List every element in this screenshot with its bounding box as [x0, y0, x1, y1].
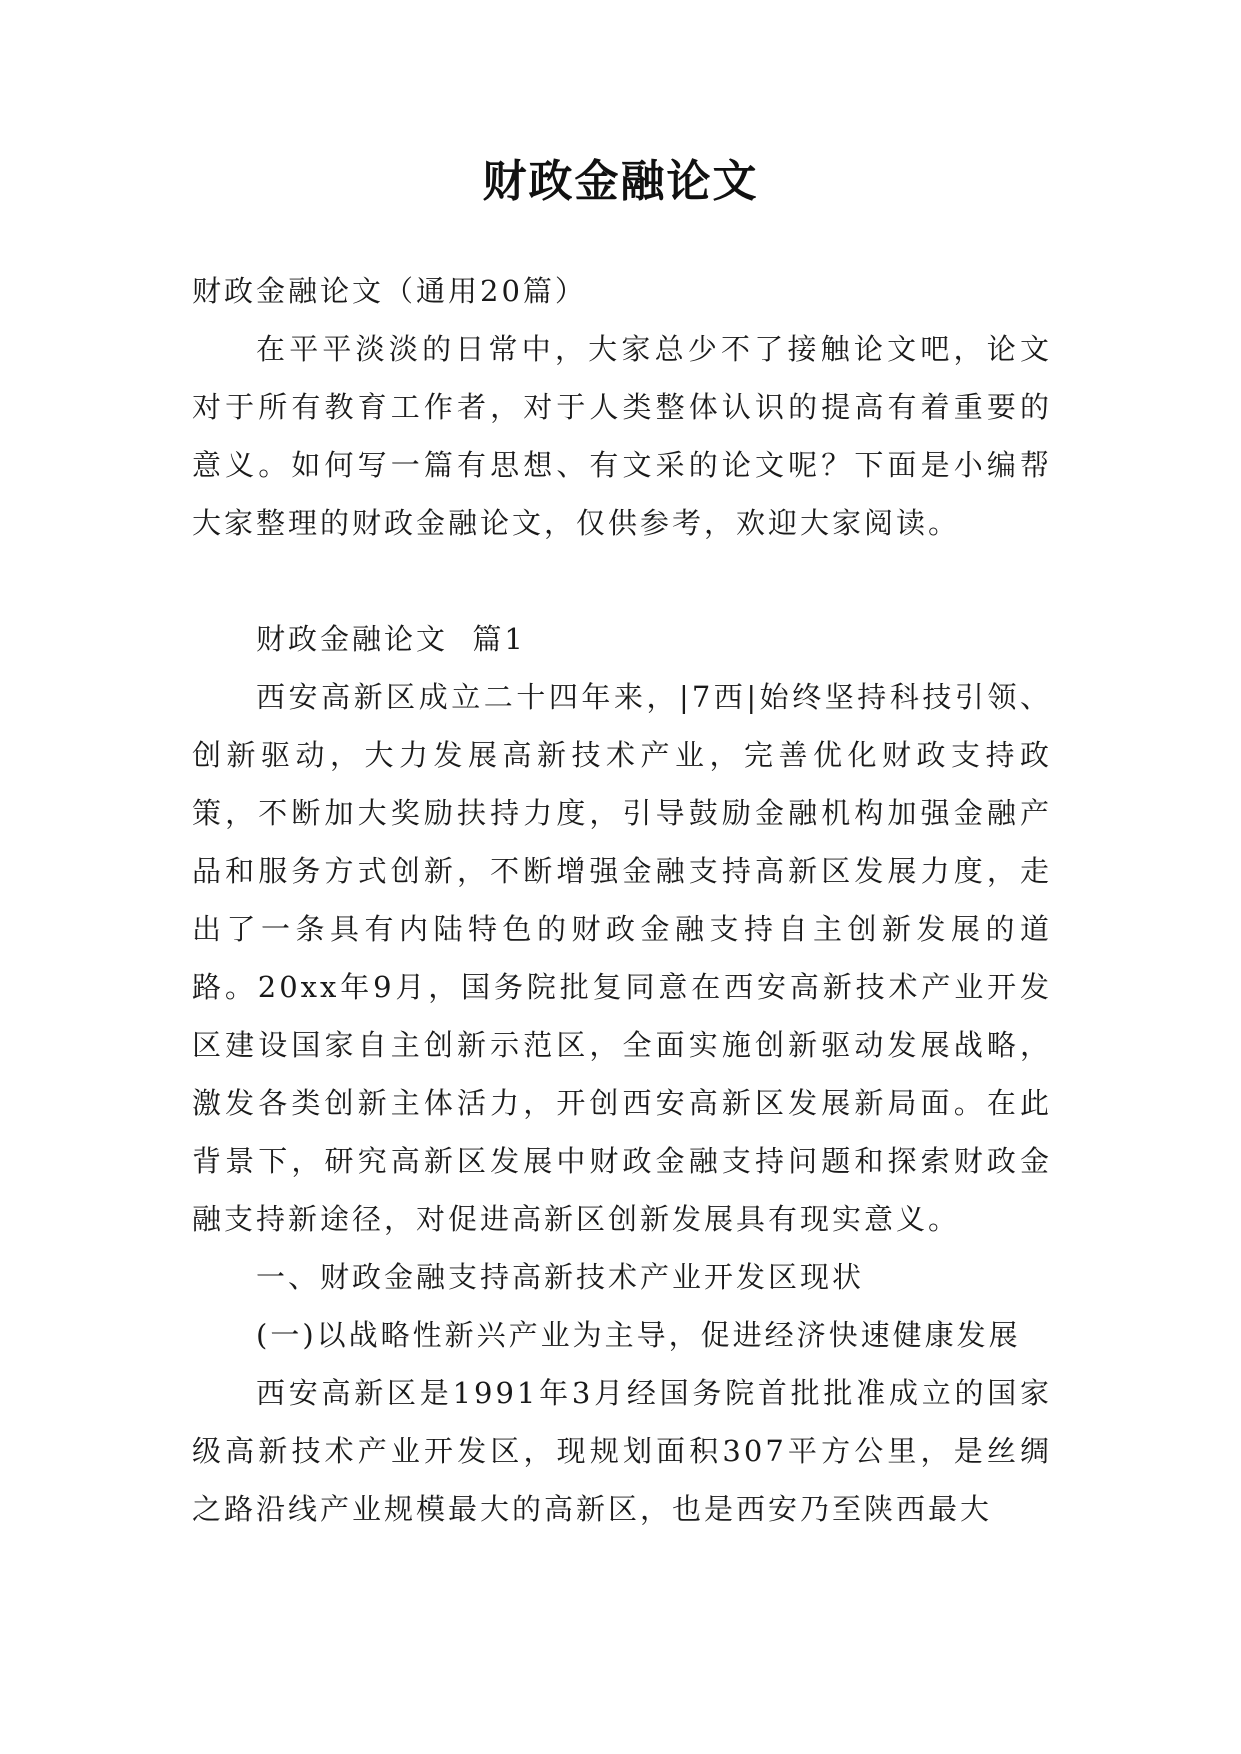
document-title: 财政金融论文: [482, 156, 759, 207]
body-paragraph: 西安高新区是1991年3月经国务院首批批准成立的国家级高新技术产业开发区，现规划面积307平方公里，是丝绸之路沿线产业规模最大的高新区，也是西安乃至陕西最大: [192, 1376, 1052, 1526]
paragraph-spacer: [192, 552, 1052, 610]
body-paragraph: 西安高新区成立二十四年来，|7西|始终坚持科技引领、创新驱动，大力发展高新技术产业，完善优化财政支持政策，不断加大奖励扶持力度，引导鼓励金融机构加强金融产品和服务方式创新，不断增强金融支持高新区发展力度，走出了一条具有内陆特色的财政金融支持自主创新发展的道路。20xx年9月，国务院批复同意在西安高新技术产业开发区建设国家自主创新示范区，全面实施创新驱动发展战略，激发各类创新主体活力，开创西安高新区发展新局面。在此背景下，研究高新区发展中财政金融支持问题和探索财政金融支持新途径，对促进高新区创新发展具有现实意义。: [192, 680, 1052, 1236]
intro-paragraph: 在平平淡淡的日常中，大家总少不了接触论文吧，论文对于所有教育工作者，对于人类整体认识的提高有着重要的意义。如何写一篇有思想、有文采的论文呢？下面是小编帮大家整理的财政金融论文，仅供参考，欢迎大家阅读。: [192, 332, 1052, 540]
subsection-subheading: (一)以战略性新兴产业为主导，促进经济快速健康发展: [256, 1318, 1021, 1352]
subsection-heading: 一、财政金融支持高新技术产业开发区现状: [256, 1260, 865, 1294]
document-body: [192, 262, 1052, 1538]
document-subtitle: 财政金融论文（通用20篇）: [192, 274, 587, 308]
section-heading: 财政金融论文 篇1: [256, 622, 526, 656]
